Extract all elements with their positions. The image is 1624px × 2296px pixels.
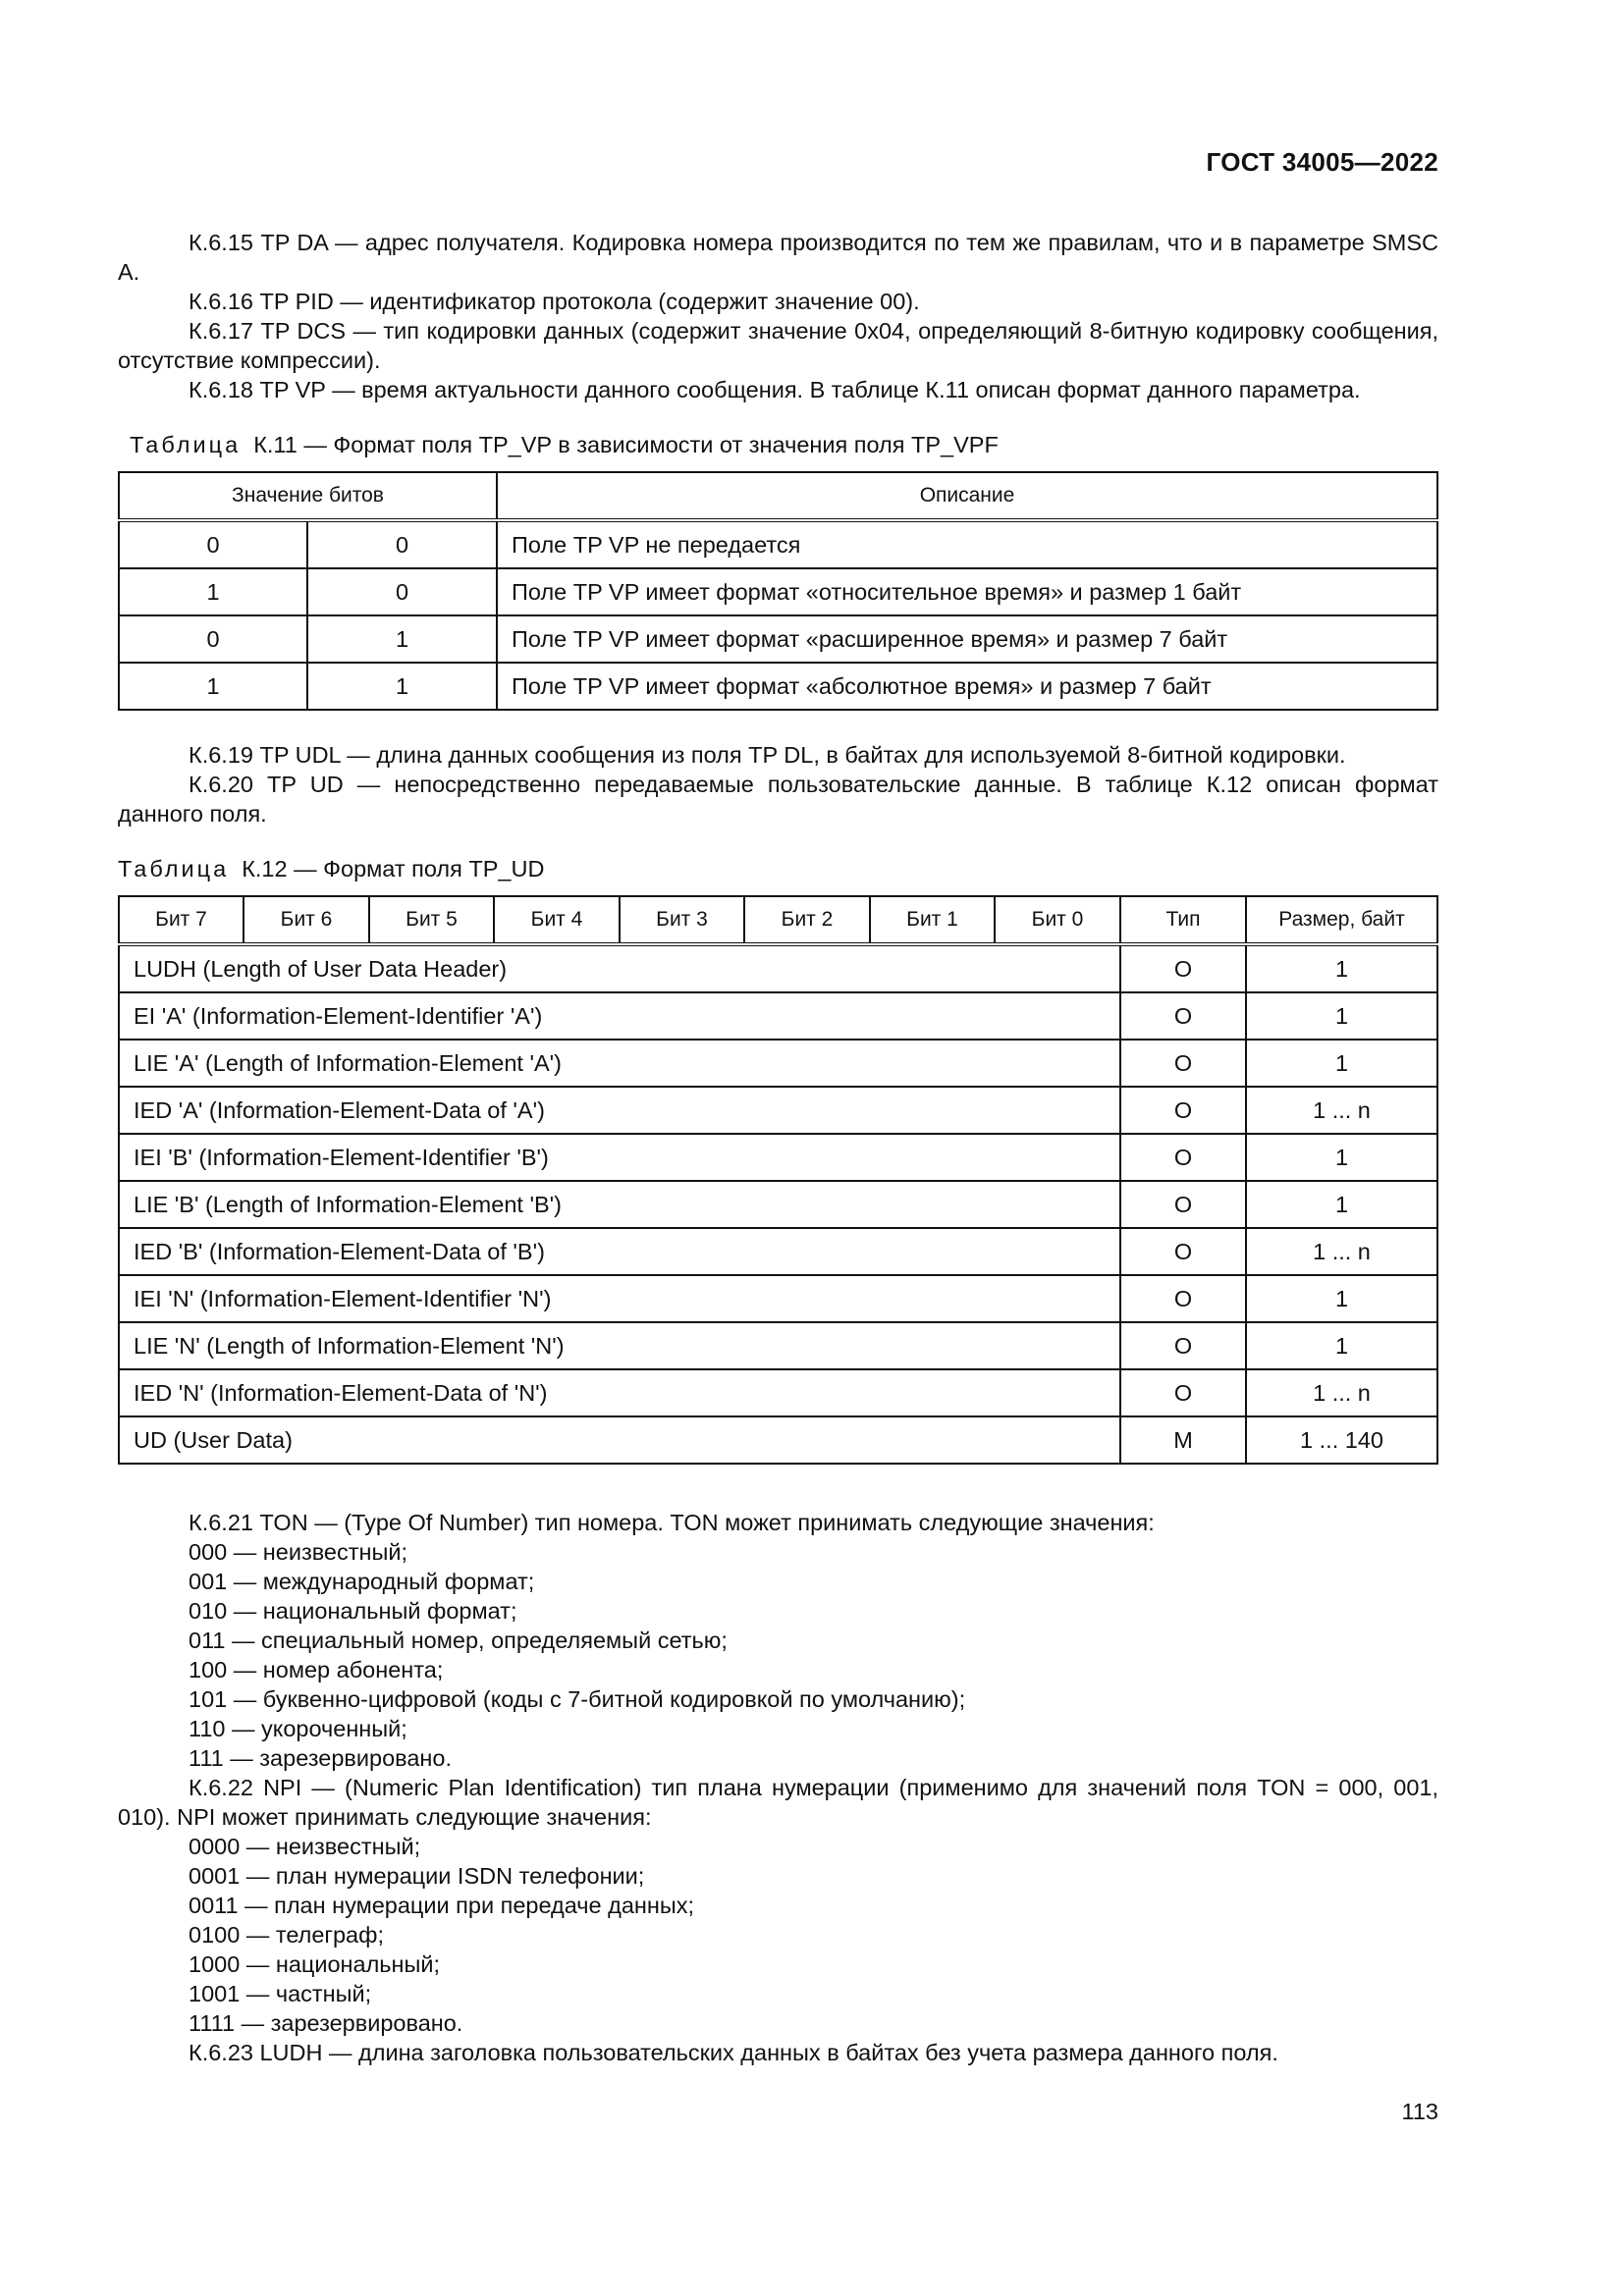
table11-cell: 0 [307,520,497,568]
table12-field: LIE 'N' (Length of Information-Element 'N') [119,1322,1120,1369]
table12-size: 1 [1246,1181,1437,1228]
table12-size: 1 [1246,992,1437,1040]
table12-header-bit3: Бит 3 [620,896,744,944]
table-k11 [118,471,1438,711]
para-k619: К.6.19 TP UDL — длина данных сообщения из поля TP DL, в байтах для используемой 8-битной кодировки. [189,742,1346,768]
table-row [119,944,1437,992]
list-item: 0011 — план нумерации при передаче данных; [189,1893,695,1918]
npi-values-list [118,1832,1438,2038]
table-row [119,663,1437,710]
table-row [119,1275,1437,1322]
table12-header-row [119,896,1437,944]
para-k618: К.6.18 TP VP — время актуальности данного сообщения. В таблице К.11 описан формат данного параметра. [189,377,1361,402]
para-k615: К.6.15 TP DA — адрес получателя. Кодировка номера производится по тем же правилам, что и в параметре SMSC A. [118,230,1438,285]
list-item: 0001 — план нумерации ISDN телефонии; [189,1863,645,1889]
table12-header-size: Размер, байт [1246,896,1437,944]
table12-caption-text: К.12 — Формат поля TP_UD [242,856,545,881]
table12-field: IEI 'N' (Information-Element-Identifier 'N') [119,1275,1120,1322]
list-item: 0000 — неизвестный; [189,1834,421,1859]
table12-size: 1 [1246,1040,1437,1087]
table12-size: 1 [1246,944,1437,992]
table12-header-bit7: Бит 7 [119,896,244,944]
para-k617: К.6.17 TP DCS — тип кодировки данных (содержит значение 0x04, определяющий 8-битную кодировку сообщения, отсутствие компрессии). [118,318,1438,373]
table12-field: IED 'B' (Information-Element-Data of 'B') [119,1228,1120,1275]
table11-cell: 1 [119,568,307,615]
table11-cell: 0 [119,520,307,568]
list-item: 010 — национальный формат; [189,1598,517,1624]
table12-size: 1 ... n [1246,1369,1437,1416]
table12-field: UD (User Data) [119,1416,1120,1464]
table12-header-bit1: Бит 1 [870,896,995,944]
table-row [119,1416,1437,1464]
table-row [119,1181,1437,1228]
table12-size: 1 [1246,1134,1437,1181]
table-k12 [118,895,1438,1465]
table12-field: LUDH (Length of User Data Header) [119,944,1120,992]
table12-field: LIE 'A' (Length of Information-Element 'A') [119,1040,1120,1087]
list-item: 1000 — национальный; [189,1951,441,1977]
table12-header-bit4: Бит 4 [494,896,620,944]
list-item: 101 — буквенно-цифровой (коды с 7-битной кодировкой по умолчанию); [189,1686,966,1712]
table12-field: IED 'A' (Information-Element-Data of 'A') [119,1087,1120,1134]
table12-size: 1 ... 140 [1246,1416,1437,1464]
table11-cell: Поле TP VP не передается [497,520,1437,568]
table12-size: 1 [1246,1322,1437,1369]
table12-field: IED 'N' (Information-Element-Data of 'N') [119,1369,1120,1416]
table12-type: O [1120,1087,1246,1134]
list-item: 100 — номер абонента; [189,1657,444,1682]
table12-size: 1 ... n [1246,1087,1437,1134]
list-item: 001 — международный формат; [189,1569,535,1594]
table12-caption-word: Таблица [118,856,230,881]
table12-type: O [1120,1275,1246,1322]
table12-type: M [1120,1416,1246,1464]
table11-caption-text: К.11 — Формат поля TP_VP в зависимости от значения поля TP_VPF [253,432,999,457]
para-k623: К.6.23 LUDH — длина заголовка пользовательских данных в байтах без учета размера данного поля. [189,2040,1278,2065]
table11-header-bits: Значение битов [119,472,497,520]
paragraphs-top [118,228,1438,404]
table-row [119,1322,1437,1369]
table12-size: 1 [1246,1275,1437,1322]
table11-header-row [119,472,1437,520]
table11-caption-word: Таблица [130,432,242,457]
list-item: 111 — зарезервировано. [189,1745,453,1771]
table11-caption [130,430,999,459]
table12-field: EI 'A' (Information-Element-Identifier 'A') [119,992,1120,1040]
para-k622: К.6.22 NPI — (Numeric Plan Identification) тип плана нумерации (применимо для значений поля TON = 000, 001, 010). NPI может принимать следующие значения: [118,1775,1438,1830]
table11-cell: 1 [307,663,497,710]
para-k616: К.6.16 TP PID — идентификатор протокола (содержит значение 00). [189,289,920,314]
table12-header-bit6: Бит 6 [244,896,369,944]
table12-type: O [1120,992,1246,1040]
table-row [119,615,1437,663]
table11-header-description: Описание [497,472,1437,520]
list-item: 1111 — зарезервировано. [189,2010,463,2036]
para-k621: К.6.21 TON — (Type Of Number) тип номера. TON может принимать следующие значения: [189,1510,1155,1535]
table12-header-type: Тип [1120,896,1246,944]
table12-type: O [1120,1228,1246,1275]
table11-cell: 0 [119,615,307,663]
list-item: 000 — неизвестный; [189,1539,408,1565]
list-item: 0100 — телеграф; [189,1922,384,1948]
table11-cell: Поле TP VP имеет формат «относительное время» и размер 1 байт [497,568,1437,615]
para-k620: К.6.20 TP UD — непосредственно передаваемые пользовательские данные. В таблице К.12 описан формат данного поля. [118,772,1438,827]
table12-type: O [1120,1181,1246,1228]
table-row [119,568,1437,615]
table12-header-bit2: Бит 2 [744,896,870,944]
table12-field: IEI 'B' (Information-Element-Identifier 'B') [119,1134,1120,1181]
table-row [119,1228,1437,1275]
table11-cell: 1 [307,615,497,663]
table12-field: LIE 'B' (Length of Information-Element 'B') [119,1181,1120,1228]
document-page [118,0,1438,2296]
table-row [119,1134,1437,1181]
table11-cell: Поле TP VP имеет формат «абсолютное время» и размер 7 байт [497,663,1437,710]
table12-type: O [1120,1369,1246,1416]
list-item: 110 — укороченный; [189,1716,407,1741]
table12-type: O [1120,1134,1246,1181]
table12-size: 1 ... n [1246,1228,1437,1275]
table12-header-bit0: Бит 0 [995,896,1120,944]
table12-caption [118,854,544,883]
table11-cell: Поле TP VP имеет формат «расширенное время» и размер 7 байт [497,615,1437,663]
table12-header-bit5: Бит 5 [369,896,494,944]
paragraphs-middle [118,740,1438,828]
standard-header: ГОСТ 34005—2022 [1206,147,1438,177]
ton-npi-section [118,1508,1438,2067]
page-number: 113 [1401,2099,1438,2124]
table11-cell: 0 [307,568,497,615]
list-item: 1001 — частный; [189,1981,372,2006]
table-row [119,1087,1437,1134]
table12-type: O [1120,1322,1246,1369]
table-row [119,992,1437,1040]
table11-cell: 1 [119,663,307,710]
table-row [119,1369,1437,1416]
table-row [119,520,1437,568]
ton-values-list [118,1537,1438,1773]
table-row [119,1040,1437,1087]
table12-type: O [1120,1040,1246,1087]
table12-type: O [1120,944,1246,992]
list-item: 011 — специальный номер, определяемый сетью; [189,1628,728,1653]
